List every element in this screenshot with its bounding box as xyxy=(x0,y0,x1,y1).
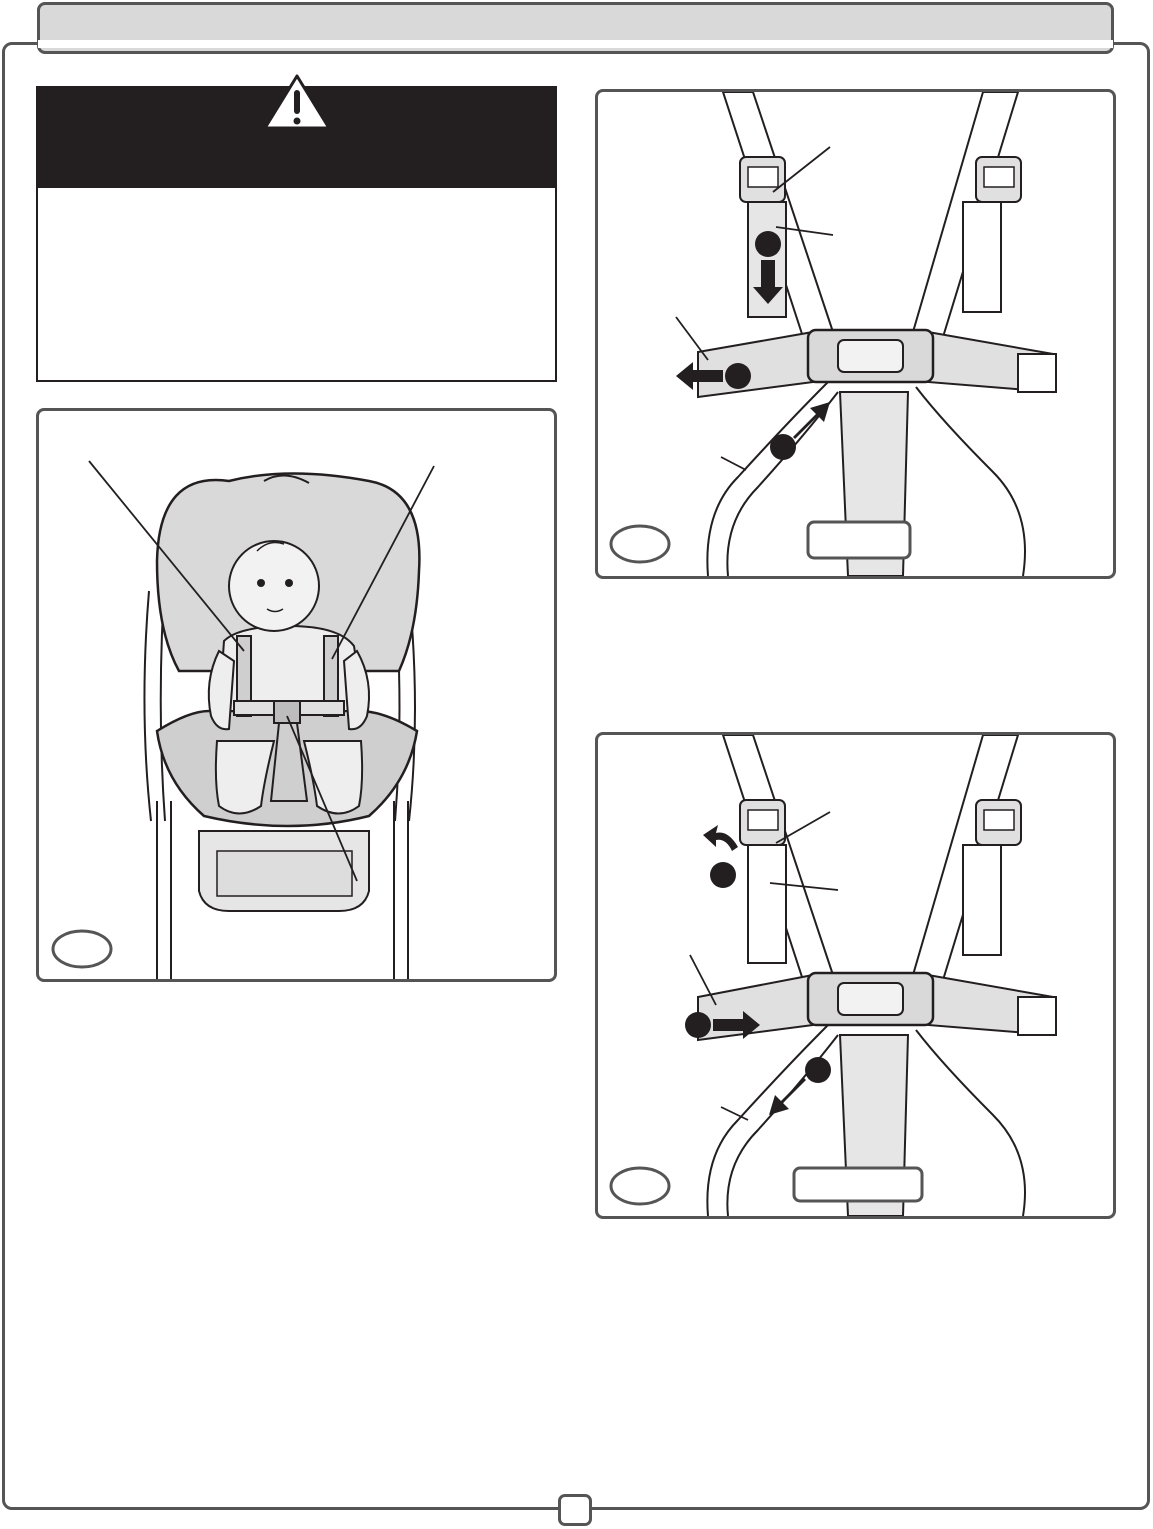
tighten-strap-illustration xyxy=(598,735,1113,1216)
baby-harness-illustration xyxy=(39,411,554,979)
page-number-box xyxy=(558,1494,592,1526)
figure-tighten-strap xyxy=(595,732,1116,1219)
warning-box xyxy=(36,86,557,382)
figure-loosen-strap xyxy=(595,89,1116,579)
warning-header xyxy=(38,88,555,188)
frame-gap xyxy=(38,40,1113,48)
figure-baby-harness xyxy=(36,408,557,982)
warning-triangle-icon xyxy=(261,72,333,134)
loosen-strap-illustration xyxy=(598,92,1113,576)
